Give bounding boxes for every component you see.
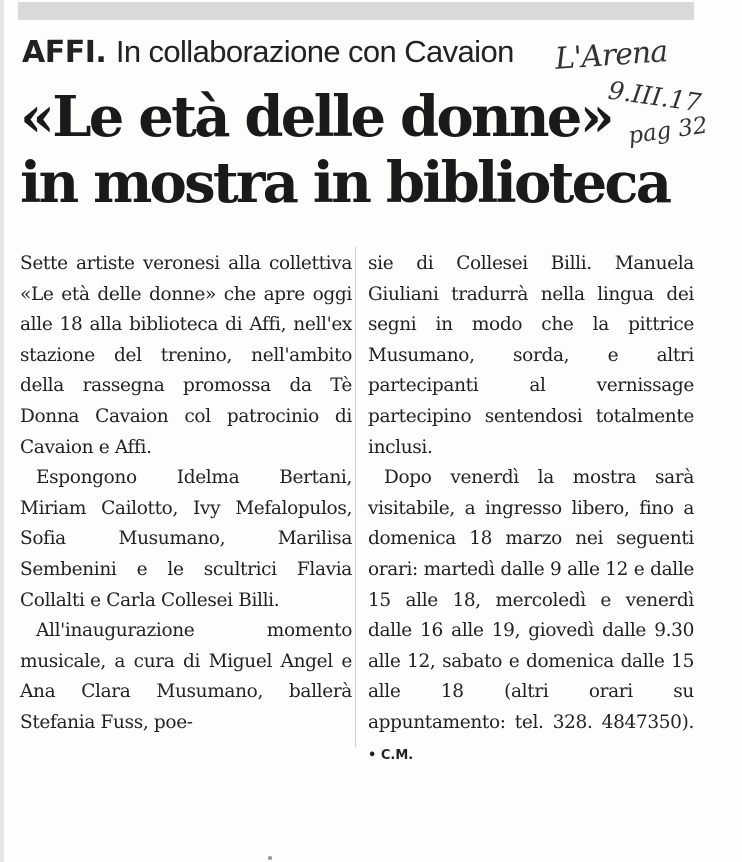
scan-left-edge [0, 0, 4, 862]
article-column-2 [368, 249, 694, 771]
handwritten-source: L'Arena [553, 34, 669, 77]
article-column-1 [20, 249, 352, 739]
kicker-text: In collaborazione con Cavaion [115, 34, 514, 69]
handwritten-page: pag 32 [626, 112, 710, 150]
headline-line-2: in mostra in biblioteca [20, 150, 670, 216]
paragraph: All'inaugurazione momento musicale, a cura di Miguel Angel e Ana Clara Musumano, ballerà Stefania Fuss, poe- [20, 620, 352, 733]
handwritten-date: 9.III.17 [606, 75, 703, 118]
column-divider [355, 247, 356, 747]
paragraph [368, 463, 694, 771]
paragraph: Sette artiste veronesi alla collettiva «Le età delle donne» che apre oggi alle 18 alla biblioteca di Affi, nell'ex stazione del trenino, nell'ambito della rassegna promossa da Tè Donna Cavaion col patrocinio di Cavaion e Affi. [20, 253, 352, 458]
paragraph: sie di Collesei Billi. Manuela Giuliani tradurrà nella lingua dei segni in modo che la pittrice Musumano, sorda, e altri partecipanti al vernissage partecipino sentendosi totalmente inclusi. [368, 253, 694, 458]
headline [20, 84, 720, 216]
headline-line-1: «Le età delle donne» [20, 84, 612, 150]
scan-speck [268, 856, 272, 860]
kicker [22, 32, 514, 73]
kicker-location: AFFI. [22, 35, 107, 70]
author-signature: • C.M. [368, 747, 414, 763]
paragraph: Espongono Idelma Bertani, Miriam Cailotto, Ivy Mefalopulos, Sofia Musumano, Marilisa Sembenini e le scultrici Flavia Collalti e Carla Collesei Billi. [20, 467, 352, 611]
paragraph-text: Dopo venerdì la mostra sarà visitabile, a ingresso libero, fino a domenica 18 marzo nei seguenti orari: martedì dalle 9 alle 12 e dalle 15 alle 18, mercoledì e venerdì dalle 16 alle 19, giovedì dalle 9.30 alle 12, sabato e domenica dalle 15 alle 18 (altri orari su appuntamento: tel. 328. 4847350). [368, 467, 694, 733]
scan-shadow-strip [18, 2, 694, 20]
